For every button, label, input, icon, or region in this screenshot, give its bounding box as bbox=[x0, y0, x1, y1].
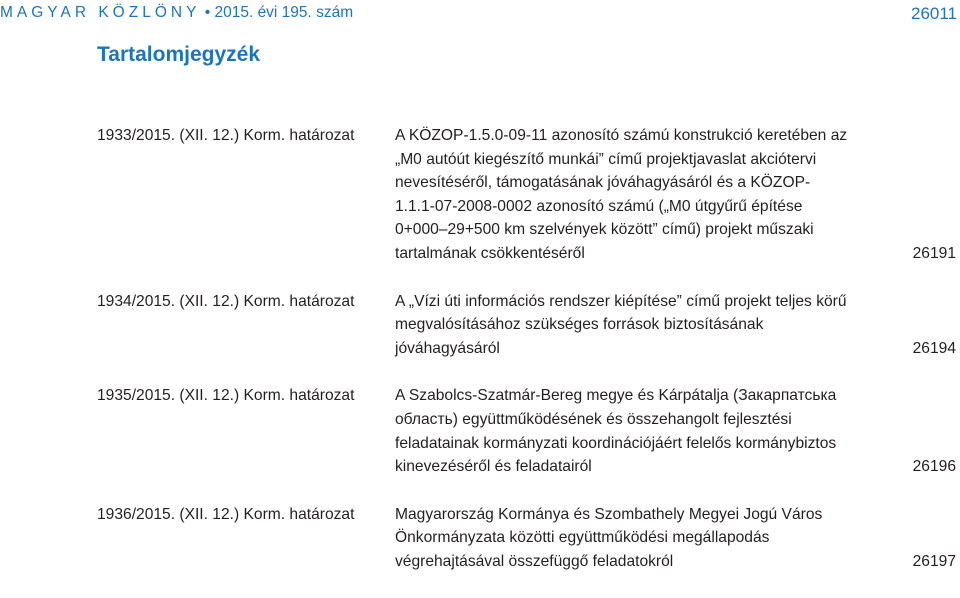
toc-entry[interactable] bbox=[97, 503, 959, 574]
entry-title: A Szabolcs-Szatmár-Bereg megye és Kárpátalja (Закарпатська область) együttműködésének és összehangolt fejlesztési feladatainak kormányzati koordinációjáért felelős kormánybiztos kinevezéséről és feladatairól bbox=[395, 387, 837, 476]
header-left bbox=[0, 4, 353, 22]
entry-page-number: 26196 bbox=[912, 458, 956, 476]
toc-title: Tartalomjegyzék bbox=[97, 43, 261, 66]
entry-page-number: 26197 bbox=[912, 552, 956, 570]
entry-reference: 1933/2015. (XII. 12.) Korm. határozat bbox=[97, 127, 355, 144]
entry-reference: 1936/2015. (XII. 12.) Korm. határozat bbox=[97, 505, 355, 523]
header-separator: • bbox=[204, 4, 211, 21]
toc-entry[interactable] bbox=[97, 290, 959, 361]
toc-entry[interactable] bbox=[97, 384, 959, 478]
entry-page-number: 26194 bbox=[912, 339, 956, 357]
entry-title: A „Vízi úti információs rendszer kiépítése” című projekt teljes körű megvalósításához szükséges források biztosításának jóváhagyásáról bbox=[395, 292, 847, 357]
entry-reference: 1934/2015. (XII. 12.) Korm. határozat bbox=[97, 292, 355, 310]
toc-entry[interactable] bbox=[97, 124, 959, 266]
header-page-number: 26011 bbox=[910, 4, 957, 23]
entry-title: A KÖZOP-1.5.0-09-11 azonosító számú konstrukció keretében az „M0 autóút kiegészítő munkái” című projektjavaslat akciótervi nevesítéséről, támogatásának jóváhagyásáról és a KÖZOP-1.1.1-07-2008-0002 azonosító számú („M0 útgyűrű építése 0+000–29+500 km szelvények között” című) projekt műszaki tartalmának csökkentéséről bbox=[395, 127, 848, 262]
page-header bbox=[0, 4, 957, 28]
entry-title: Magyarország Kormánya és Szombathely Megyei Jogú Város Önkormányzata közötti együttműködési megállapodás végrehajtásával összefüggő feladatokról bbox=[395, 505, 823, 570]
entry-reference: 1935/2015. (XII. 12.) Korm. határozat bbox=[97, 387, 355, 405]
toc-list bbox=[97, 124, 959, 598]
entry-page-number: 26191 bbox=[912, 244, 956, 262]
journal-title: MAGYAR KÖZLÖNY bbox=[0, 4, 201, 21]
issue-label: 2015. évi 195. szám bbox=[214, 4, 354, 21]
